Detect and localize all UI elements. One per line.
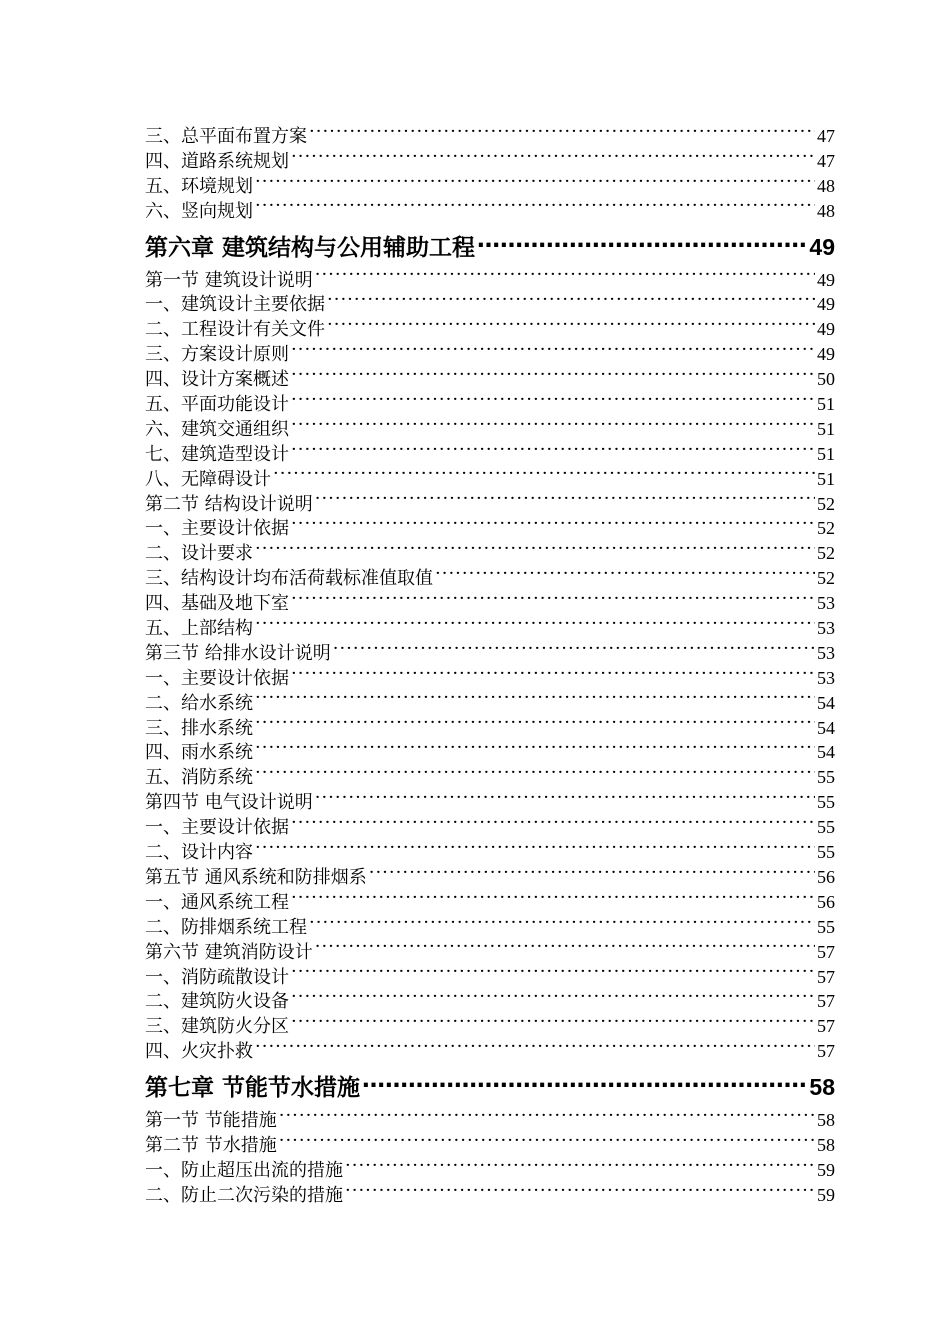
toc-entry[interactable] — [145, 268, 835, 293]
dot-leader — [315, 268, 815, 286]
toc-page-number: 59 — [817, 1159, 835, 1180]
toc-page-number: 57 — [817, 1041, 835, 1062]
dot-leader — [291, 591, 815, 609]
toc-entry-title: 三、总平面布置方案 — [145, 126, 307, 147]
dot-leader — [291, 666, 815, 684]
toc-page-number: 47 — [817, 150, 835, 171]
toc-page-number: 51 — [817, 443, 835, 464]
toc-page-number: 58 — [817, 1110, 835, 1131]
dot-leader — [291, 890, 815, 908]
toc-page-number: 56 — [817, 891, 835, 912]
dot-leader — [291, 989, 815, 1007]
dot-leader — [309, 124, 815, 142]
toc-entry-title: 第七章 节能节水措施 — [145, 1075, 361, 1102]
toc-entry-title: 一、主要设计依据 — [145, 667, 289, 689]
dot-leader — [435, 566, 815, 584]
toc-entry[interactable] — [145, 691, 835, 716]
toc-entry[interactable] — [145, 666, 835, 691]
toc-page-number: 49 — [817, 344, 835, 365]
toc-page-number: 57 — [817, 941, 835, 962]
dot-leader — [309, 915, 815, 933]
toc-page-number: 53 — [817, 618, 835, 639]
toc-entry-title: 一、主要设计依据 — [145, 518, 289, 540]
dot-leader — [291, 442, 815, 460]
dot-leader — [255, 1039, 815, 1057]
toc-entry-title: 四、道路系统规划 — [145, 150, 289, 172]
toc-entry-title: 第六节 建筑消防设计 — [145, 941, 313, 963]
toc-entry-title: 第五节 通风系统和防排烟系 — [145, 866, 367, 888]
toc-entry-title: 第三节 给排水设计说明 — [145, 642, 331, 664]
toc-page-number: 53 — [817, 593, 835, 614]
dot-leader — [333, 641, 815, 659]
dot-leader — [255, 716, 815, 734]
dot-leader — [255, 740, 815, 758]
toc-entry-title: 二、设计内容 — [145, 842, 253, 864]
toc-entry-title: 五、环境规划 — [145, 175, 253, 197]
toc-page-number: 54 — [817, 717, 835, 738]
toc-entry-title: 五、上部结构 — [145, 618, 253, 640]
dot-leader — [362, 1072, 807, 1095]
toc-entry[interactable] — [145, 342, 835, 367]
toc-entry-title: 五、平面功能设计 — [145, 394, 289, 416]
toc-entry[interactable] — [145, 1158, 835, 1183]
toc-entry[interactable] — [145, 1014, 835, 1039]
dot-leader — [291, 815, 815, 833]
toc-page-number: 48 — [817, 175, 835, 196]
dot-leader — [477, 232, 807, 255]
toc-page-number: 57 — [817, 966, 835, 987]
toc-entry[interactable] — [145, 516, 835, 541]
toc-entry-title: 第二节 节水措施 — [145, 1134, 277, 1156]
toc-page-number: 49 — [817, 294, 835, 315]
toc-entry-title: 一、防止超压出流的措施 — [145, 1159, 343, 1181]
dot-leader — [291, 516, 815, 534]
toc-entry-title: 一、主要设计依据 — [145, 817, 289, 839]
dot-leader — [291, 149, 815, 167]
toc-entry-title: 三、结构设计均布活荷载标准值取值 — [145, 568, 433, 590]
toc-page-number: 55 — [817, 916, 835, 937]
toc-entry-title: 二、防排烟系统工程 — [145, 916, 307, 938]
toc-page-number: 52 — [817, 518, 835, 539]
dot-leader — [327, 317, 815, 335]
toc-entry-title: 二、工程设计有关文件 — [145, 319, 325, 341]
toc-page-number: 52 — [817, 543, 835, 564]
toc-page-number: 49 — [817, 319, 835, 340]
toc-entry-title: 五、消防系统 — [145, 767, 253, 789]
toc-page-number: 57 — [817, 991, 835, 1012]
toc-page-number: 57 — [817, 1016, 835, 1037]
toc-page-number: 49 — [817, 269, 835, 290]
table-of-contents — [145, 124, 835, 1208]
dot-leader — [315, 492, 815, 510]
toc-page-number: 54 — [817, 742, 835, 763]
toc-entry[interactable] — [145, 989, 835, 1014]
toc-entry-title: 六、建筑交通组织 — [145, 418, 289, 440]
toc-entry[interactable] — [145, 740, 835, 765]
toc-entry[interactable] — [145, 292, 835, 317]
toc-page-number: 51 — [817, 468, 835, 489]
toc-entry[interactable] — [145, 1183, 835, 1208]
dot-leader — [255, 616, 815, 634]
dot-leader — [255, 174, 815, 192]
dot-leader — [255, 765, 815, 783]
toc-entry[interactable] — [145, 815, 835, 840]
toc-entry-title: 第二节 结构设计说明 — [145, 493, 313, 515]
toc-entry[interactable] — [145, 392, 835, 417]
toc-page-number: 59 — [817, 1184, 835, 1205]
dot-leader — [291, 417, 815, 435]
toc-entry[interactable] — [145, 1108, 835, 1133]
dot-leader — [273, 467, 815, 485]
toc-entry-title: 三、建筑防火分区 — [145, 1016, 289, 1038]
toc-entry-title: 七、建筑造型设计 — [145, 443, 289, 465]
toc-entry-title: 一、通风系统工程 — [145, 891, 289, 913]
dot-leader — [255, 199, 815, 217]
toc-page-number: 54 — [817, 692, 835, 713]
toc-entry[interactable] — [145, 965, 835, 990]
toc-page-number: 49 — [809, 233, 835, 260]
toc-entry[interactable] — [145, 442, 835, 467]
toc-entry[interactable] — [145, 765, 835, 790]
toc-entry-title: 四、火灾扑救 — [145, 1041, 253, 1063]
toc-page-number: 55 — [817, 792, 835, 813]
dot-leader — [327, 292, 815, 310]
toc-entry[interactable] — [145, 716, 835, 741]
toc-entry-title: 第六章 建筑结构与公用辅助工程 — [145, 234, 476, 261]
toc-page-number: 58 — [817, 1134, 835, 1155]
toc-page-number: 50 — [817, 369, 835, 390]
dot-leader — [255, 691, 815, 709]
toc-entry[interactable] — [145, 317, 835, 342]
toc-page-number: 56 — [817, 866, 835, 887]
dot-leader — [291, 342, 815, 360]
toc-entry[interactable] — [145, 492, 835, 517]
toc-entry[interactable] — [145, 367, 835, 392]
toc-entry[interactable] — [145, 940, 835, 965]
toc-entry[interactable] — [145, 591, 835, 616]
toc-page-number: 51 — [817, 418, 835, 439]
toc-entry[interactable] — [145, 417, 835, 442]
dot-leader — [315, 790, 815, 808]
toc-entry-title: 二、防止二次污染的措施 — [145, 1184, 343, 1206]
dot-leader — [255, 541, 815, 559]
dot-leader — [315, 940, 815, 958]
toc-chapter-heading[interactable] — [145, 230, 835, 264]
dot-leader — [279, 1108, 815, 1126]
toc-entry-title: 一、建筑设计主要依据 — [145, 294, 325, 316]
toc-entry[interactable] — [145, 467, 835, 492]
toc-page-number: 51 — [817, 394, 835, 415]
toc-page-number: 55 — [817, 817, 835, 838]
toc-entry[interactable] — [145, 1133, 835, 1158]
toc-page-number: 55 — [817, 767, 835, 788]
toc-entry-title: 第四节 电气设计说明 — [145, 792, 313, 814]
toc-chapter-heading[interactable] — [145, 1070, 835, 1104]
toc-entry-title: 三、方案设计原则 — [145, 344, 289, 366]
toc-page-number: 53 — [817, 642, 835, 663]
toc-entry-title: 四、基础及地下室 — [145, 593, 289, 615]
toc-entry-title: 八、无障碍设计 — [145, 468, 271, 490]
toc-entry-title: 六、竖向规划 — [145, 200, 253, 222]
toc-entry[interactable] — [145, 890, 835, 915]
toc-entry[interactable] — [145, 790, 835, 815]
toc-page-number: 52 — [817, 568, 835, 589]
toc-entry[interactable] — [145, 124, 835, 149]
toc-entry-title: 一、消防疏散设计 — [145, 966, 289, 988]
toc-entry-title: 二、建筑防火设备 — [145, 991, 289, 1013]
toc-entry[interactable] — [145, 566, 835, 591]
toc-entry-title: 四、雨水系统 — [145, 742, 253, 764]
toc-page-number: 53 — [817, 667, 835, 688]
toc-entry[interactable] — [145, 840, 835, 865]
toc-entry-title: 二、给水系统 — [145, 692, 253, 714]
dot-leader — [345, 1158, 815, 1176]
toc-entry[interactable] — [145, 199, 835, 224]
toc-entry-title: 第一节 节能措施 — [145, 1110, 277, 1132]
toc-entry-title: 第一节 建筑设计说明 — [145, 269, 313, 291]
toc-entry[interactable] — [145, 1039, 835, 1064]
dot-leader — [279, 1133, 815, 1151]
toc-entry[interactable] — [145, 865, 835, 890]
toc-entry[interactable] — [145, 616, 835, 641]
toc-entry-title: 四、设计方案概述 — [145, 369, 289, 391]
toc-entry[interactable] — [145, 174, 835, 199]
toc-entry[interactable] — [145, 149, 835, 174]
toc-entry-title: 三、排水系统 — [145, 717, 253, 739]
toc-page-number: 52 — [817, 493, 835, 514]
toc-page-number: 47 — [817, 126, 835, 146]
toc-page-number: 58 — [809, 1074, 835, 1101]
dot-leader — [291, 367, 815, 385]
dot-leader — [291, 1014, 815, 1032]
toc-page-number: 48 — [817, 200, 835, 221]
dot-leader — [291, 392, 815, 410]
dot-leader — [345, 1183, 815, 1201]
toc-entry[interactable] — [145, 541, 835, 566]
toc-entry[interactable] — [145, 915, 835, 940]
dot-leader — [255, 840, 815, 858]
toc-page-number: 55 — [817, 842, 835, 863]
dot-leader — [369, 865, 815, 883]
toc-entry[interactable] — [145, 641, 835, 666]
dot-leader — [291, 965, 815, 983]
toc-entry-title: 二、设计要求 — [145, 543, 253, 565]
